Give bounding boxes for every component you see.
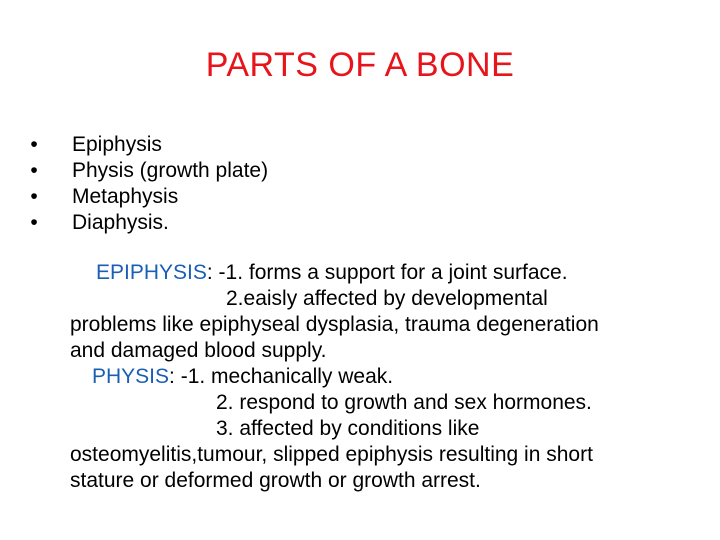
epiphysis-label: EPIPHYSIS — [96, 261, 207, 284]
epiphysis-point-1 — [70, 260, 720, 286]
list-item-label: Metaphysis — [72, 185, 179, 208]
description-body — [70, 260, 720, 494]
epiphysis-point-2-line-2: problems like epiphyseal dysplasia, trauma degeneration — [70, 313, 599, 336]
epiphysis-point-2-line-3: and damaged blood supply. — [70, 339, 327, 362]
slide-title: PARTS OF A BONE — [205, 46, 515, 84]
list-item-label: Physis (growth plate) — [72, 159, 269, 182]
bullet-icon: • — [30, 133, 38, 156]
list-item — [28, 158, 268, 184]
epiphysis-point-1-text: : -1. forms a support for a joint surface. — [206, 261, 568, 284]
physis-point-1 — [70, 364, 720, 390]
bullet-icon: • — [30, 159, 38, 182]
bullet-icon: • — [30, 211, 38, 234]
list-item-label: Diaphysis. — [72, 211, 169, 234]
physis-point-3-line-3: stature or deformed growth or growth arrest. — [70, 469, 481, 492]
physis-point-1-text: : -1. mechanically weak. — [169, 365, 394, 388]
epiphysis-point-2-line-1: 2.eaisly affected by developmental — [226, 287, 548, 310]
physis-label: PHYSIS — [92, 365, 170, 388]
parts-list — [28, 132, 268, 236]
bullet-icon: • — [30, 185, 38, 208]
list-item-label: Epiphysis — [72, 133, 162, 156]
list-item — [28, 132, 268, 158]
physis-point-3-line-1: 3. affected by conditions like — [216, 417, 480, 440]
physis-point-2: 2. respond to growth and sex hormones. — [216, 391, 592, 414]
physis-point-3-line-2: osteomyelitis,tumour, slipped epiphysis resulting in short — [70, 443, 593, 466]
list-item — [28, 210, 268, 236]
list-item — [28, 184, 268, 210]
